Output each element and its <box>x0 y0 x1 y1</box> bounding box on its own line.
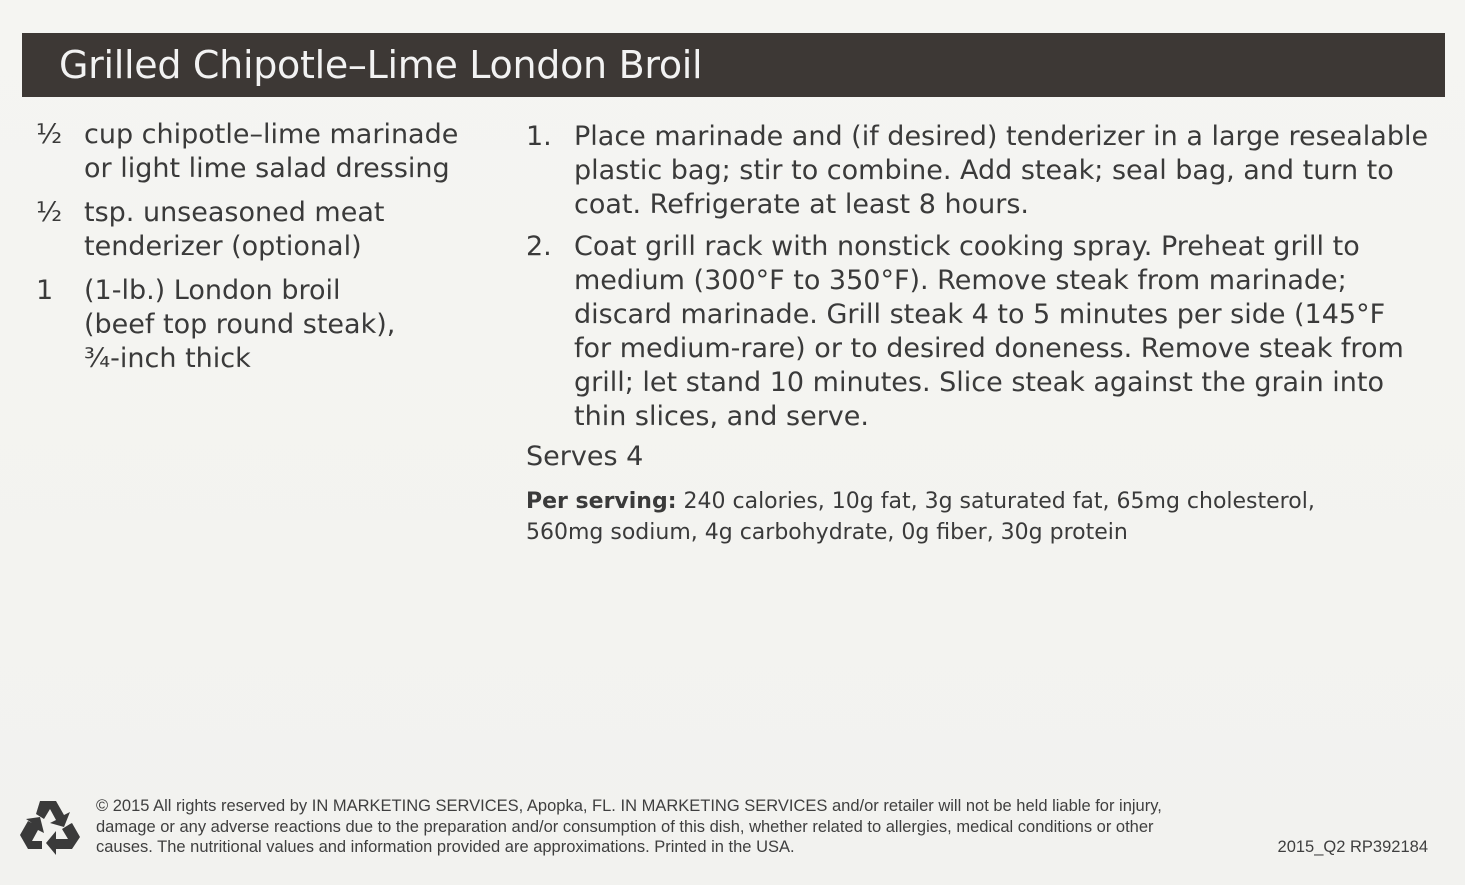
nutrition-info <box>526 486 1315 548</box>
step-text: grill; let stand 10 minutes. Slice steak against the grain into <box>574 367 1385 398</box>
copyright-footer <box>96 796 1432 858</box>
step-text: Coat grill rack with nonstick cooking spray. Preheat grill to <box>574 231 1360 262</box>
ingredient-text: cup chipotle–lime marinade <box>84 119 459 150</box>
ingredient-text: (1-lb.) London broil <box>84 275 341 306</box>
step-text: Place marinade and (if desired) tenderizer in a large resealable <box>574 121 1429 152</box>
nutrition-line <box>526 486 1315 517</box>
ingredient-quantity: ½ <box>36 197 63 228</box>
footer-last-row <box>96 837 1432 858</box>
recycle-icon <box>18 797 82 857</box>
instruction-step <box>526 120 1429 222</box>
ingredient-item <box>36 118 486 186</box>
step-text: thin slices, and serve. <box>574 401 869 432</box>
instructions-list <box>526 120 1429 442</box>
ingredient-item <box>36 196 486 264</box>
ingredient-text: tenderizer (optional) <box>84 231 362 262</box>
ingredient-quantity: 1 <box>36 275 54 306</box>
step-number: 1. <box>526 121 552 152</box>
instruction-step <box>526 230 1426 434</box>
ingredient-item <box>36 274 486 376</box>
ingredients-list <box>36 118 486 386</box>
print-code: 2015_Q2 RP392184 <box>1277 838 1428 856</box>
nutrition-values: 240 calories, 10g fat, 3g saturated fat, 65mg cholesterol, <box>676 489 1315 514</box>
footer-line: causes. The nutritional values and information provided are approximations. Printed in the USA. <box>96 838 795 856</box>
nutrition-values: 560mg sodium, 4g carbohydrate, 0g fiber, 30g protein <box>526 520 1128 545</box>
footer-line: © 2015 All rights reserved by IN MARKETING SERVICES, Apopka, FL. IN MARKETING SERVICES and/or retailer will not be held liable for injury, <box>96 797 1162 815</box>
ingredient-text: tsp. unseasoned meat <box>84 197 385 228</box>
step-text: discard marinade. Grill steak 4 to 5 minutes per side (145°F <box>574 299 1386 330</box>
footer-line: damage or any adverse reactions due to the preparation and/or consumption of this dish, whether related to allergies, medical conditions or other <box>96 817 1154 836</box>
step-text: coat. Refrigerate at least 8 hours. <box>574 189 1029 220</box>
ingredient-text: ¾-inch thick <box>84 343 251 374</box>
ingredient-text: or light lime salad dressing <box>84 153 450 184</box>
ingredient-text: (beef top round steak), <box>84 309 396 340</box>
ingredient-quantity: ½ <box>36 119 63 150</box>
recipe-title: Grilled Chipotle–Lime London Broil <box>59 43 703 87</box>
step-number: 2. <box>526 231 552 262</box>
step-text: for medium-rare) or to desired doneness. Remove steak from <box>574 333 1404 364</box>
serves-count: Serves 4 <box>526 441 644 472</box>
step-text: plastic bag; stir to combine. Add steak; seal bag, and turn to <box>574 155 1394 186</box>
step-text: medium (300°F to 350°F). Remove steak from marinade; <box>574 265 1347 296</box>
nutrition-label: Per serving: <box>526 489 677 514</box>
title-bar <box>22 33 1445 97</box>
